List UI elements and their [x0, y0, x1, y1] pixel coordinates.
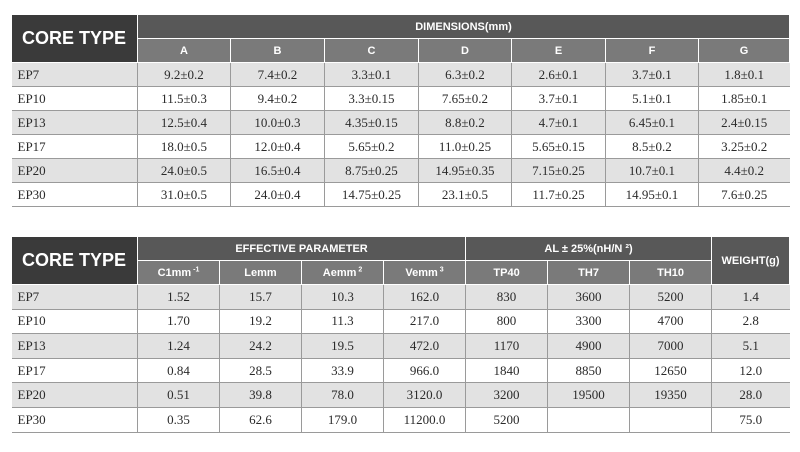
table-row	[12, 159, 790, 183]
column-header-e: E	[512, 39, 606, 63]
table-cell: 14.95±0.35	[419, 159, 512, 183]
core-type-cell: EP10	[12, 309, 138, 334]
table-row	[12, 383, 790, 408]
table-cell: 3120.0	[384, 383, 466, 408]
table-cell: 1840	[466, 358, 548, 383]
table-cell: 3.3±0.15	[325, 87, 419, 111]
column-header-c: C	[325, 39, 419, 63]
table-cell: 14.95±0.1	[606, 183, 699, 207]
table-cell: 7.65±0.2	[419, 87, 512, 111]
dimensions-table-body	[12, 63, 790, 207]
core-type-cell: EP13	[12, 111, 138, 135]
table-cell: 14.75±0.25	[325, 183, 419, 207]
table-cell: 24.2	[220, 334, 302, 359]
table-row	[12, 87, 790, 111]
table-cell: 9.4±0.2	[231, 87, 325, 111]
table-cell: 11.0±0.25	[419, 135, 512, 159]
table-cell: 6.3±0.2	[419, 63, 512, 87]
table-cell: 3.7±0.1	[512, 87, 606, 111]
table-cell: 78.0	[302, 383, 384, 408]
table-cell: 472.0	[384, 334, 466, 359]
table-cell: 4.4±0.2	[699, 159, 790, 183]
table-cell: 11.5±0.3	[138, 87, 231, 111]
table-cell: 179.0	[302, 407, 384, 432]
table-row	[12, 111, 790, 135]
column-header-le: Lemm	[220, 261, 302, 285]
table-cell: 3600	[548, 285, 630, 310]
table-cell: 3.25±0.2	[699, 135, 790, 159]
table-cell: 7.4±0.2	[231, 63, 325, 87]
table-cell: 7.6±0.25	[699, 183, 790, 207]
table-cell: 1.52	[138, 285, 220, 310]
table-cell: 4700	[630, 309, 712, 334]
table-cell: 1.8±0.1	[699, 63, 790, 87]
table-cell: 12.0	[712, 358, 790, 383]
table-row	[12, 135, 790, 159]
table-cell: 19500	[548, 383, 630, 408]
table-cell: 8.5±0.2	[606, 135, 699, 159]
column-header-th10: TH10	[630, 261, 712, 285]
table-cell: 18.0±0.5	[138, 135, 231, 159]
column-header-tp40: TP40	[466, 261, 548, 285]
table-cell: 15.7	[220, 285, 302, 310]
column-header-ve: Vemm $^3$	[384, 261, 466, 285]
table-cell: 4900	[548, 334, 630, 359]
table-cell: 24.0±0.5	[138, 159, 231, 183]
core-type-cell: EP7	[12, 63, 138, 87]
table-cell: 19.5	[302, 334, 384, 359]
column-header-ae: Aemm $^2$	[302, 261, 384, 285]
table-cell: 31.0±0.5	[138, 183, 231, 207]
table-cell: 162.0	[384, 285, 466, 310]
table-row	[12, 63, 790, 87]
table-cell: 33.9	[302, 358, 384, 383]
table-cell: 5200	[466, 407, 548, 432]
effective-parameter-group-header: EFFECTIVE PARAMETER	[138, 237, 466, 261]
table-row	[12, 285, 790, 310]
table-cell: 1.24	[138, 334, 220, 359]
table-cell	[548, 407, 630, 432]
table-cell: 75.0	[712, 407, 790, 432]
core-type-cell: EP17	[12, 358, 138, 383]
table-cell: 4.7±0.1	[512, 111, 606, 135]
table-row	[12, 309, 790, 334]
table-cell: 10.7±0.1	[606, 159, 699, 183]
column-header-th7: TH7	[548, 261, 630, 285]
al-group-header: AL ± 25%(nH/N ²)	[466, 237, 712, 261]
table-cell: 9.2±0.2	[138, 63, 231, 87]
table-cell: 4.35±0.15	[325, 111, 419, 135]
table-cell: 6.45±0.1	[606, 111, 699, 135]
table-row	[12, 183, 790, 207]
core-type-cell: EP20	[12, 159, 138, 183]
core-type-cell: EP30	[12, 183, 138, 207]
table-cell: 16.5±0.4	[231, 159, 325, 183]
dimensions-group-header: DIMENSIONS(mm)	[138, 15, 790, 39]
table-cell: 800	[466, 309, 548, 334]
table-cell: 8850	[548, 358, 630, 383]
table-cell: 2.6±0.1	[512, 63, 606, 87]
table-cell: 7000	[630, 334, 712, 359]
column-header-b: B	[231, 39, 325, 63]
core-type-cell: EP10	[12, 87, 138, 111]
table-cell: 12.5±0.4	[138, 111, 231, 135]
core-type-cell: EP20	[12, 383, 138, 408]
table-row	[12, 358, 790, 383]
table-cell: 0.35	[138, 407, 220, 432]
table-cell: 8.8±0.2	[419, 111, 512, 135]
weight-header: WEIGHT(g)	[712, 237, 790, 285]
table-cell: 1.70	[138, 309, 220, 334]
table-cell: 0.51	[138, 383, 220, 408]
table-cell: 2.8	[712, 309, 790, 334]
table-cell: 5200	[630, 285, 712, 310]
table-cell: 3.7±0.1	[606, 63, 699, 87]
table-cell: 5.65±0.2	[325, 135, 419, 159]
table-cell: 1170	[466, 334, 548, 359]
table-cell: 11200.0	[384, 407, 466, 432]
column-header-g: G	[699, 39, 790, 63]
table-cell: 1.85±0.1	[699, 87, 790, 111]
core-type-cell: EP13	[12, 334, 138, 359]
table-cell: 12650	[630, 358, 712, 383]
table-cell: 3200	[466, 383, 548, 408]
column-header-d: D	[419, 39, 512, 63]
table-cell: 23.1±0.5	[419, 183, 512, 207]
dimensions-table	[11, 14, 790, 207]
table-row	[12, 334, 790, 359]
column-header-a: A	[138, 39, 231, 63]
table-cell: 28.5	[220, 358, 302, 383]
core-type-cell: EP7	[12, 285, 138, 310]
table-cell: 3.3±0.1	[325, 63, 419, 87]
table-cell	[630, 407, 712, 432]
table-row	[12, 407, 790, 432]
parameters-table	[11, 236, 790, 433]
table-cell: 11.7±0.25	[512, 183, 606, 207]
core-type-cell: EP30	[12, 407, 138, 432]
table-cell: 217.0	[384, 309, 466, 334]
table-cell: 19350	[630, 383, 712, 408]
table-cell: 39.8	[220, 383, 302, 408]
table-cell: 12.0±0.4	[231, 135, 325, 159]
table-cell: 10.0±0.3	[231, 111, 325, 135]
table-cell: 966.0	[384, 358, 466, 383]
table-cell: 2.4±0.15	[699, 111, 790, 135]
core-type-header: CORE TYPE	[12, 15, 138, 63]
table-cell: 7.15±0.25	[512, 159, 606, 183]
table-cell: 1.4	[712, 285, 790, 310]
table-cell: 62.6	[220, 407, 302, 432]
column-header-f: F	[606, 39, 699, 63]
table-cell: 5.1	[712, 334, 790, 359]
table-cell: 5.65±0.15	[512, 135, 606, 159]
table-cell: 11.3	[302, 309, 384, 334]
column-header-c1: C1mm $^{-1}$	[138, 261, 220, 285]
table-cell: 19.2	[220, 309, 302, 334]
table-cell: 24.0±0.4	[231, 183, 325, 207]
core-type-cell: EP17	[12, 135, 138, 159]
table-cell: 8.75±0.25	[325, 159, 419, 183]
table-cell: 10.3	[302, 285, 384, 310]
table-cell: 3300	[548, 309, 630, 334]
table-cell: 28.0	[712, 383, 790, 408]
core-type-header: CORE TYPE	[12, 237, 138, 285]
table-cell: 5.1±0.1	[606, 87, 699, 111]
parameters-table-body	[12, 285, 790, 433]
table-cell: 0.84	[138, 358, 220, 383]
table-cell: 830	[466, 285, 548, 310]
